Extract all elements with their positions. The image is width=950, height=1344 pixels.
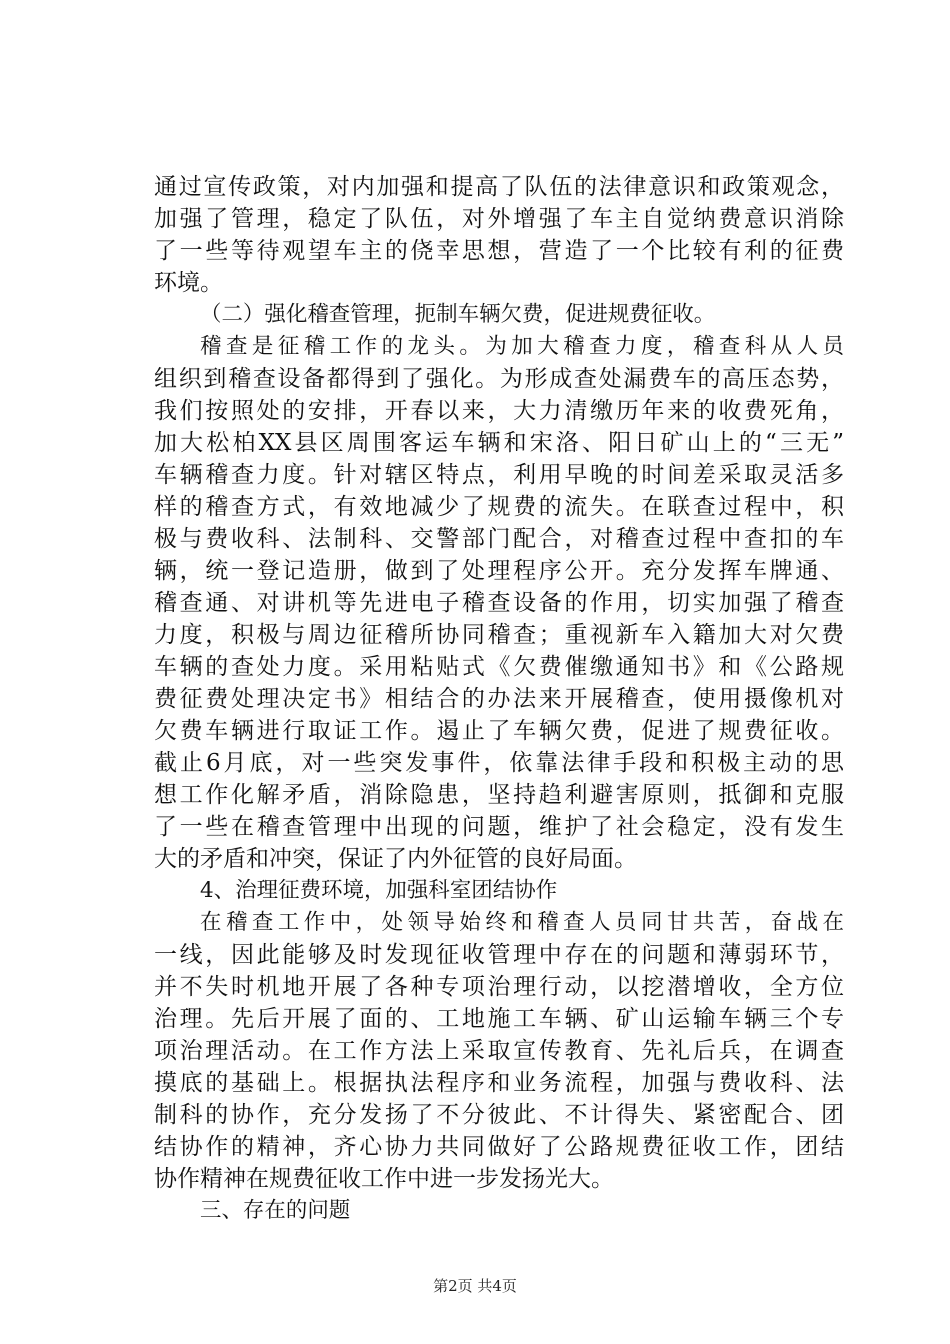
- text-line: 截止6月底，对一些突发事件，依靠法律手段和积极主动的思: [154, 750, 844, 776]
- text-line: 加强了管理，稳定了队伍，对外增强了车主自觉纳费意识消除: [154, 206, 844, 232]
- text-line: 加大松柏XX县区周围客运车辆和宋洛、阳日矿山上的“三无”: [154, 430, 844, 456]
- text-line: 摸底的基础上。根据执法程序和业务流程，加强与费收科、法: [154, 1070, 844, 1096]
- text-line: 环境。: [154, 270, 223, 296]
- text-line: 并不失时机地开展了各种专项治理行动，以挖潜增收，全方位: [154, 974, 844, 1000]
- text-line: 组织到稽查设备都得到了强化。为形成查处漏费车的高压态势，: [154, 366, 844, 392]
- text-line: 费征费处理决定书》相结合的办法来开展稽查，使用摄像机对: [154, 686, 844, 712]
- text-line: 了一些在稽查管理中出现的问题，维护了社会稳定，没有发生: [154, 814, 844, 840]
- text-line: 了一些等待观望车主的侥幸思想，营造了一个比较有利的征费: [154, 238, 844, 264]
- text-line: （二）强化稽查管理，扼制车辆欠费，促进规费征收。: [200, 302, 716, 327]
- document-body: [154, 171, 844, 1227]
- text-line: 项治理活动。在工作方法上采取宣传教育、先礼后兵，在调查: [154, 1038, 844, 1064]
- text-line: 欠费车辆进行取证工作。遏止了车辆欠费，促进了规费征收。: [154, 718, 844, 744]
- text-line: 在稽查工作中，处领导始终和稽查人员同甘共苦，奋战在: [200, 910, 844, 935]
- page-number-footer: 第2页 共4页: [433, 1277, 517, 1295]
- text-line: 一线，因此能够及时发现征收管理中存在的问题和薄弱环节，: [154, 942, 844, 968]
- text-line: 辆，统一登记造册，做到了处理程序公开。充分发挥车牌通、: [154, 558, 844, 584]
- text-line: 稽查是征稽工作的龙头。为加大稽查力度，稽查科从人员: [200, 334, 844, 359]
- text-line: 样的稽查方式，有效地减少了规费的流失。在联查过程中，积: [154, 494, 844, 520]
- text-line: 三、存在的问题: [200, 1198, 351, 1223]
- text-line: 4、治理征费环境，加强科室团结协作: [200, 878, 558, 903]
- text-line: 结协作的精神，齐心协力共同做好了公路规费征收工作，团结: [154, 1134, 844, 1160]
- text-line: 车辆稽查力度。针对辖区特点，利用早晚的时间差采取灵活多: [154, 462, 844, 488]
- text-line: 大的矛盾和冲突，保证了内外征管的良好局面。: [154, 846, 637, 872]
- text-line: 我们按照处的安排，开春以来，大力清缴历年来的收费死角，: [154, 398, 844, 424]
- text-line: 极与费收科、法制科、交警部门配合，对稽查过程中查扣的车: [154, 526, 844, 552]
- text-line: 协作精神在规费征收工作中进一步发扬光大。: [154, 1166, 614, 1192]
- text-line: 车辆的查处力度。采用粘贴式《欠费催缴通知书》和《公路规: [154, 654, 844, 680]
- text-line: 力度，积极与周边征稽所协同稽查；重视新车入籍加大对欠费: [154, 622, 844, 648]
- text-line: 制科的协作，充分发扬了不分彼此、不计得失、紧密配合、团: [154, 1102, 844, 1128]
- text-line: 稽查通、对讲机等先进电子稽查设备的作用，切实加强了稽查: [154, 590, 844, 616]
- text-line: 治理。先后开展了面的、工地施工车辆、矿山运输车辆三个专: [154, 1006, 844, 1032]
- text-line: 想工作化解矛盾，消除隐患，坚持趋利避害原则，抵御和克服: [154, 782, 844, 808]
- text-line: 通过宣传政策，对内加强和提高了队伍的法律意识和政策观念，: [154, 174, 844, 200]
